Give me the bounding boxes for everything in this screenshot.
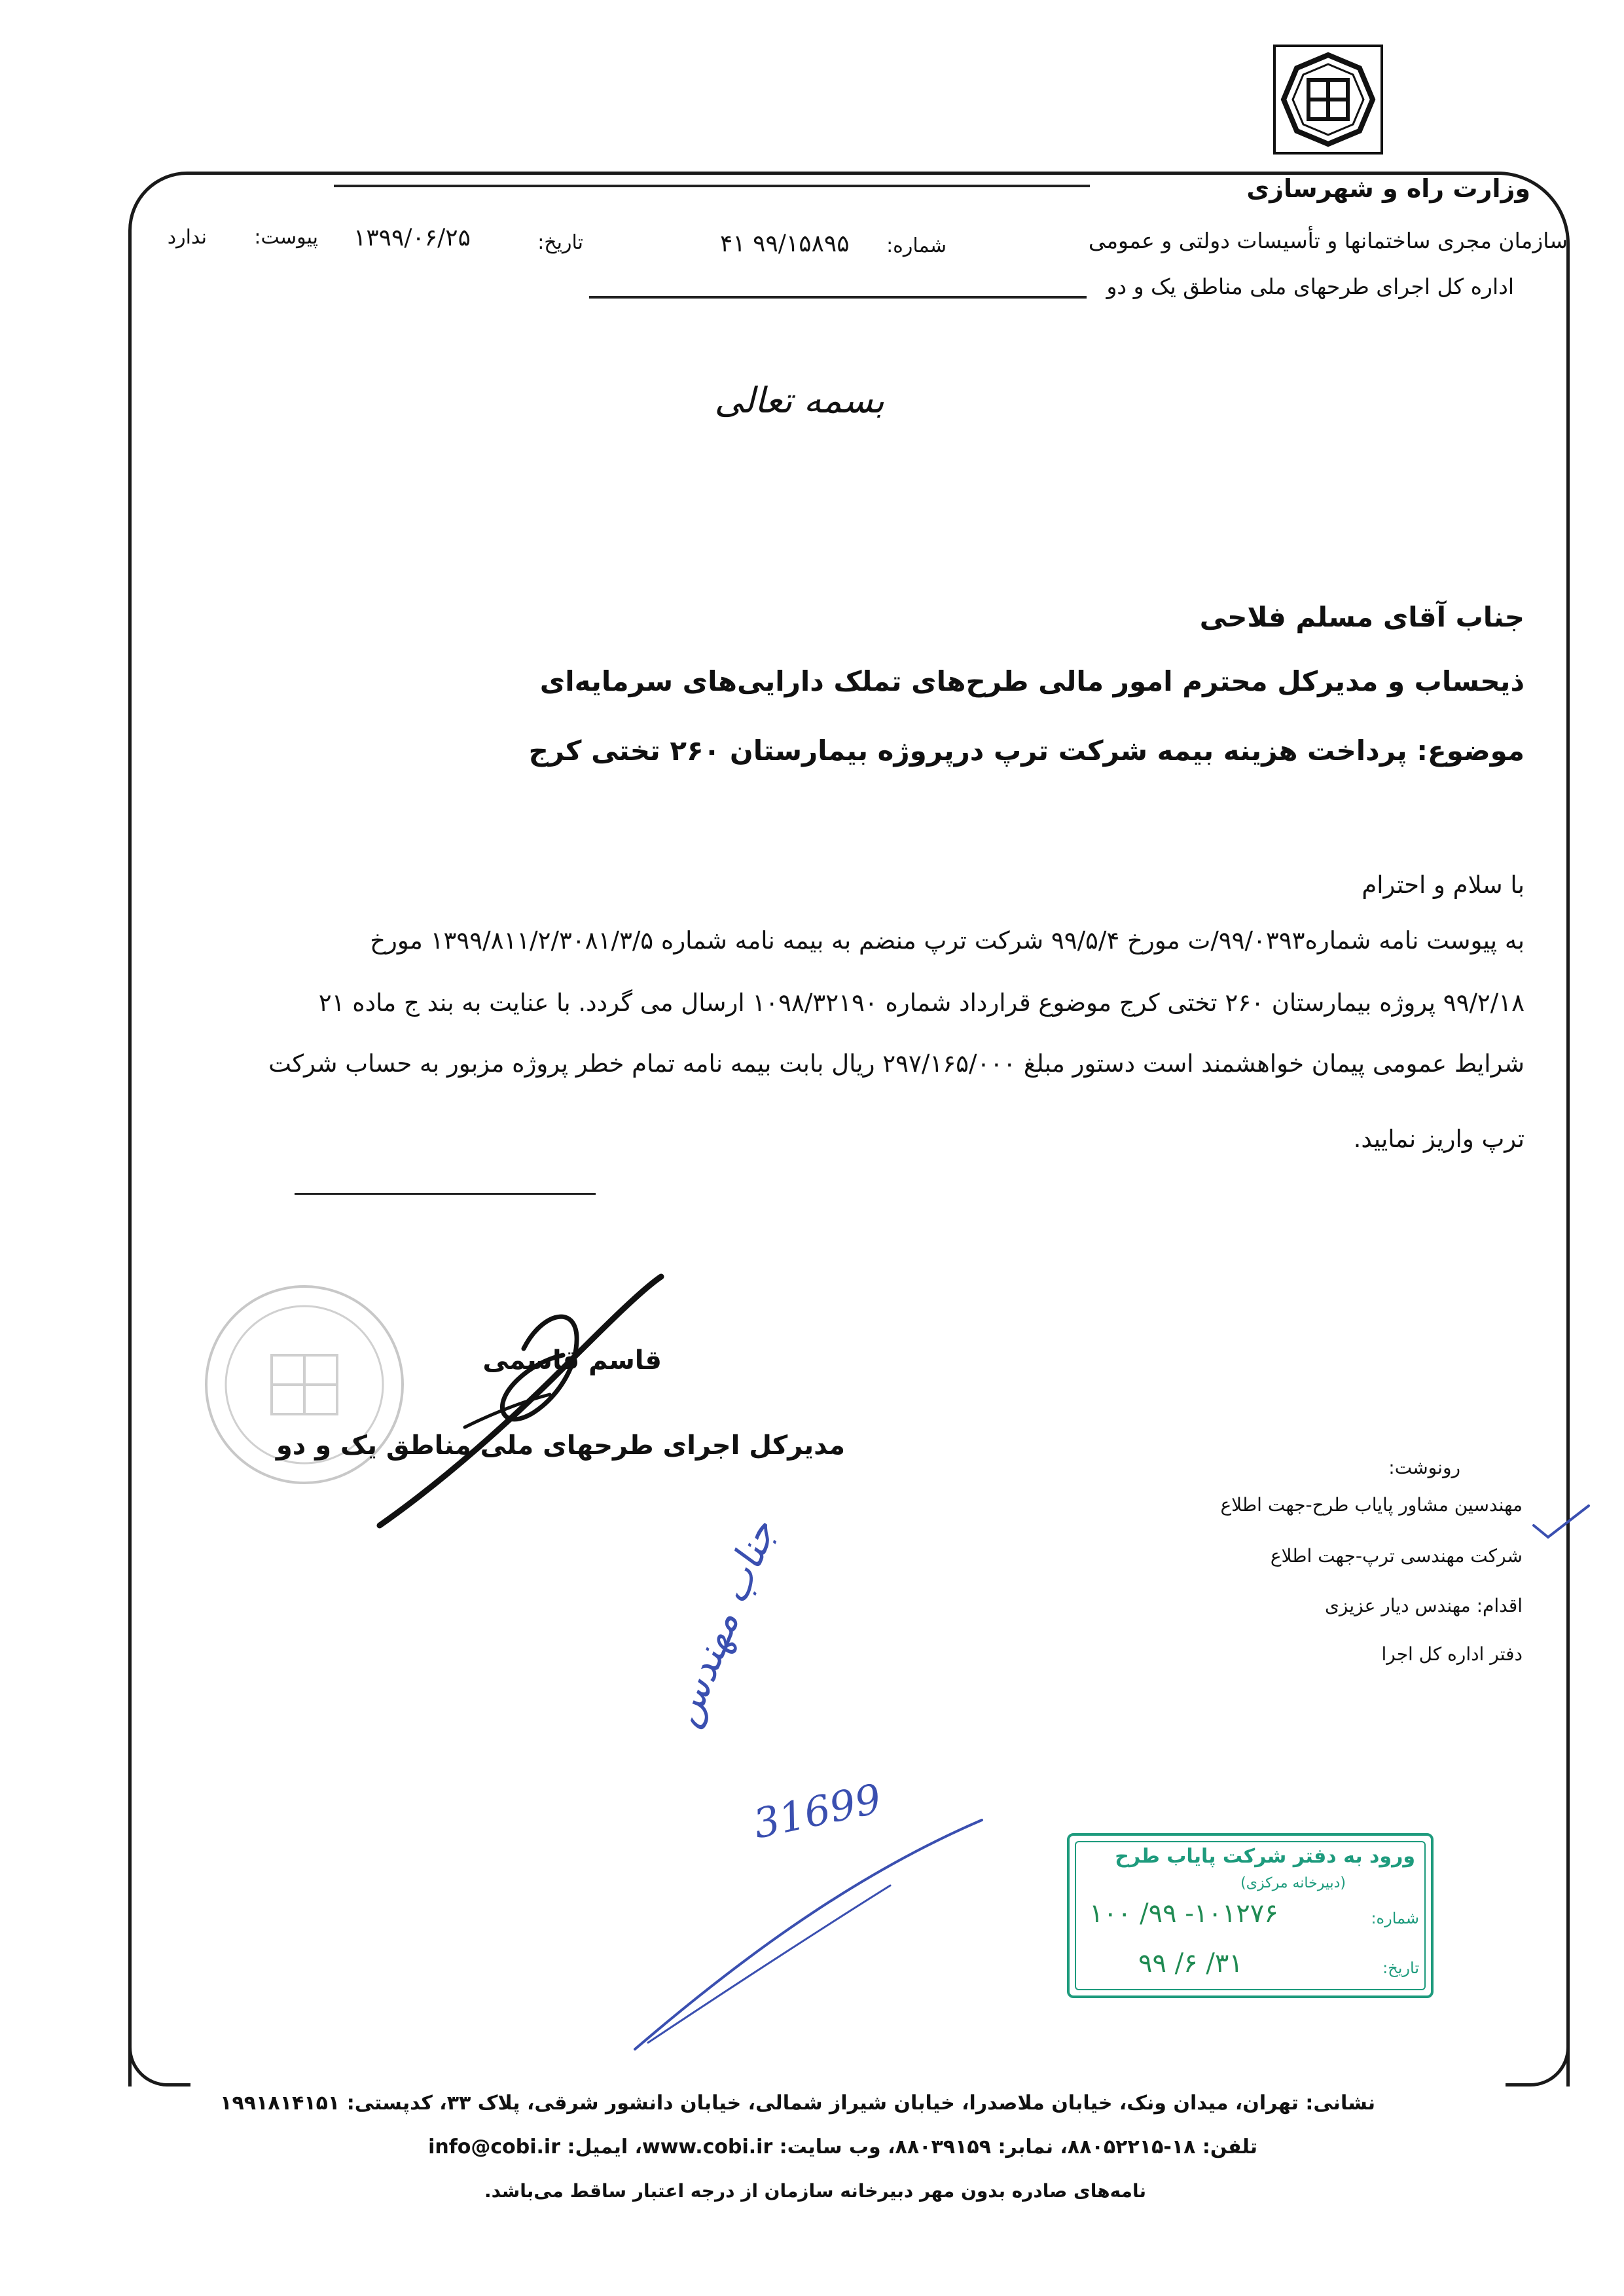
cc-item: مهندسین مشاور پایاب طرح-جهت اطلاع (1220, 1494, 1523, 1516)
body-line-4: ترپ واریز نمایید. (1353, 1125, 1525, 1153)
cc-item: شرکت مهندسی ترپ-جهت اطلاع (1270, 1545, 1523, 1567)
attachment-value: ندارد (167, 226, 207, 249)
cc-item: دفتر اداره کل اجرا (1381, 1643, 1523, 1665)
signature-scrawl-icon (367, 1264, 674, 1539)
handwritten-signature (367, 1264, 674, 1539)
body-line-1: به پیوست نامه شماره۹۹/۰۳۹۳/ت مورخ ۹۹/۵/۴ شرکت ترپ منضم به بیمه نامه شماره ۱۳۹۹/۸۱۱/۲/۳۰۸۱/۳/۵ مورخ (370, 926, 1525, 955)
ministry-name: وزارت راه و شهرسازی (1246, 174, 1530, 203)
stamp-date-label: تاریخ: (1382, 1959, 1419, 1977)
header-bottom-rule (589, 296, 1087, 299)
recipient-name: جناب آقای مسلم فلاحی (1199, 601, 1525, 633)
date-label: تاریخ: (537, 231, 583, 254)
signature-divider (295, 1193, 596, 1195)
checkmark-icon (1528, 1499, 1594, 1545)
ministry-logo (1273, 45, 1383, 155)
department-name: اداره کل اجرای طرحهای ملی مناطق یک و دو (1106, 274, 1514, 299)
stamp-number-value: ۱۰۰ /۹۹ -۱۰۱۲۷۶ (1089, 1899, 1278, 1929)
letter-date: ۱۳۹۹/۰۶/۲۵ (353, 225, 471, 251)
cc-label: رونوشت: (1388, 1457, 1460, 1478)
stamp-date-value: ۹۹ /۶ /۳۱ (1138, 1948, 1243, 1978)
organization-name: سازمان مجری ساختمانها و تأسیسات دولتی و عمومی (1088, 228, 1568, 253)
stamp-subtitle: (دبیرخانه مرکزی) (1240, 1875, 1346, 1891)
blue-check-mark (1528, 1499, 1594, 1545)
footer-address: نشانی: تهران، میدان ونک، خیابان ملاصدرا، خیابان شیراز شمالی، خیابان دانشور شرقی، پلاک ۳۳، کدپستی: ۱۹۹۱۸۱۴۱۵۱ (220, 2092, 1375, 2115)
attachment-label: پیوست: (254, 226, 318, 249)
handwritten-note: جناب مهندس (661, 1514, 785, 1733)
cc-item: اقدام: مهندس دیار عزیزی (1325, 1595, 1523, 1616)
letter-subject: موضوع: پرداخت هزینه بیمه شرکت ترپ درپروژه بیمارستان ۲۶۰ تختی کرج (528, 735, 1525, 767)
pen-stroke-icon (628, 1807, 995, 2056)
bismillah: بسمه تعالی (714, 380, 884, 421)
footer-contact: تلفن: ۱۸-۸۸۰۵۲۲۱۵، نمابر: ۸۸۰۳۹۱۵۹، وب سایت: www.cobi.ir، ایمیل: info@cobi.ir (428, 2136, 1257, 2159)
signatory-position: مدیرکل اجرای طرحهای ملی مناطق یک و دو (276, 1430, 845, 1461)
signatory-name: قاسم قاسمی (482, 1345, 662, 1376)
letter-number: ۴۱ ۹۹/۱۵۸۹۵ (720, 230, 850, 257)
greeting: با سلام و احترام (1362, 871, 1525, 899)
received-stamp (1067, 1833, 1434, 1998)
recipient-title: ذیحساب و مدیرکل محترم امور مالی طرح‌های تملک دارایی‌های سرمایه‌ای (539, 665, 1525, 697)
handwritten-number: 31699 (749, 1774, 886, 1848)
stamp-number-label: شماره: (1371, 1909, 1419, 1927)
body-line-3: شرایط عمومی پیمان خواهشمند است دستور مبلغ ۲۹۷/۱۶۵/۰۰۰ ریال بابت بیمه نامه تمام خطر پروژه مزبور به حساب شرکت (268, 1049, 1525, 1078)
pen-stroke (628, 1807, 995, 2056)
number-label: شماره: (886, 234, 947, 257)
footer-notice: نامه‌های صادره بدون مهر دبیرخانه سازمان از درجه اعتبار ساقط می‌باشد. (484, 2180, 1146, 2202)
logo-emblem-icon (1276, 47, 1380, 152)
body-line-2: ۹۹/۲/۱۸ پروژه بیمارستان ۲۶۰ تختی کرج موضوع قرارداد شماره ۱۰۹۸/۳۲۱۹۰ ارسال می گردد. با عنایت به بند ج ماده ۲۱ (318, 989, 1525, 1017)
header-top-rule (334, 185, 1090, 187)
stamp-title: ورود به دفتر شرکت پایاب طرح (1115, 1845, 1415, 1868)
